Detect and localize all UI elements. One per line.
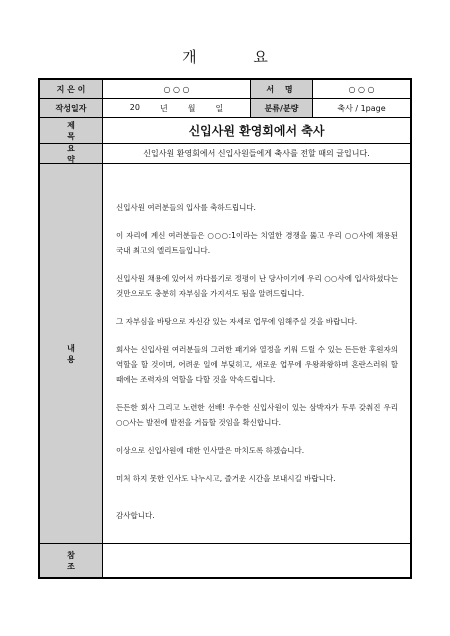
date-day-unit: 일 <box>215 103 224 113</box>
subject-row <box>40 118 410 144</box>
reference-label: 참 조 <box>40 544 102 577</box>
content-row <box>40 164 410 544</box>
subject-label: 제 목 <box>40 118 102 143</box>
summary-label: 요 약 <box>40 144 102 163</box>
content-paragraph: 감사합니다. <box>116 511 155 520</box>
summary-row <box>40 144 410 164</box>
content-paragraph: 신입사원 채용에 있어서 까다롭기로 정평이 난 당사이기에 우리 ○○사에 입사하셨다는 것만으로도 충분히 자부심을 가지셔도 됨을 알려드립니다. <box>116 274 398 298</box>
content-paragraph: 회사는 신입사원 여러분들의 그러한 패기와 열정을 키워 드릴 수 있는 든든한 후원자의 역할을 할 것이며, 어려운 일에 부딪히고, 새로운 업무에 우왕좌왕하며 혼란스러워 할 때에는 조력자의 역할을 다할 것을 약속드립니다. <box>116 345 398 384</box>
content-body <box>102 164 410 543</box>
reference-row <box>40 544 410 577</box>
date-row <box>40 99 410 118</box>
category-value: 축사 / 1page <box>312 99 410 117</box>
reference-value <box>102 544 410 577</box>
overview-table <box>38 78 412 579</box>
date-year: 20 <box>129 102 140 112</box>
author-value: ○ ○ ○ <box>102 80 250 98</box>
sign-label: 서 명 <box>250 80 312 98</box>
date-month-unit: 월 <box>187 103 196 113</box>
sign-value: ○ ○ ○ <box>312 80 410 98</box>
summary-value: 신입사원 환영회에서 신입사원들에게 축사를 전할 때의 글입니다. <box>102 144 410 163</box>
content-label: 내 용 <box>40 164 102 543</box>
page-title: 개 요 <box>182 48 294 66</box>
category-label: 분류/분량 <box>250 99 312 117</box>
content-paragraph: 이상으로 신입사원에 대한 인사말은 마치도록 하겠습니다. <box>116 446 305 455</box>
author-label: 지 은 이 <box>40 80 102 98</box>
date-label: 작성일자 <box>40 99 102 117</box>
content-paragraph: 미처 하지 못한 인사도 나누시고, 즐거운 시간을 보내시길 바랍니다. <box>116 474 336 483</box>
subject-value: 신입사원 환영회에서 축사 <box>102 118 410 143</box>
content-paragraph: 신입사원 여러분들의 입사를 축하드립니다. <box>116 203 256 212</box>
content-paragraph: 이 자리에 계신 여러분들은 ○○○:1이라는 치열한 경쟁을 뚫고 우리 ○○사에 채용된 국내 최고의 엘리트들입니다. <box>116 231 398 255</box>
date-year-unit: 년 <box>159 103 168 113</box>
date-value <box>102 99 250 117</box>
content-paragraph: 그 자부심을 바탕으로 자신감 있는 자세로 업무에 임해주실 것을 바랍니다. <box>116 317 358 326</box>
content-paragraph: 든든한 회사 그리고 노련한 선배! 우수한 신입사원이 있는 삼박자가 두루 갖춰진 우리 ○○사는 발전에 발전을 거듭할 것임을 확신합니다. <box>116 403 398 427</box>
author-row <box>40 80 410 99</box>
